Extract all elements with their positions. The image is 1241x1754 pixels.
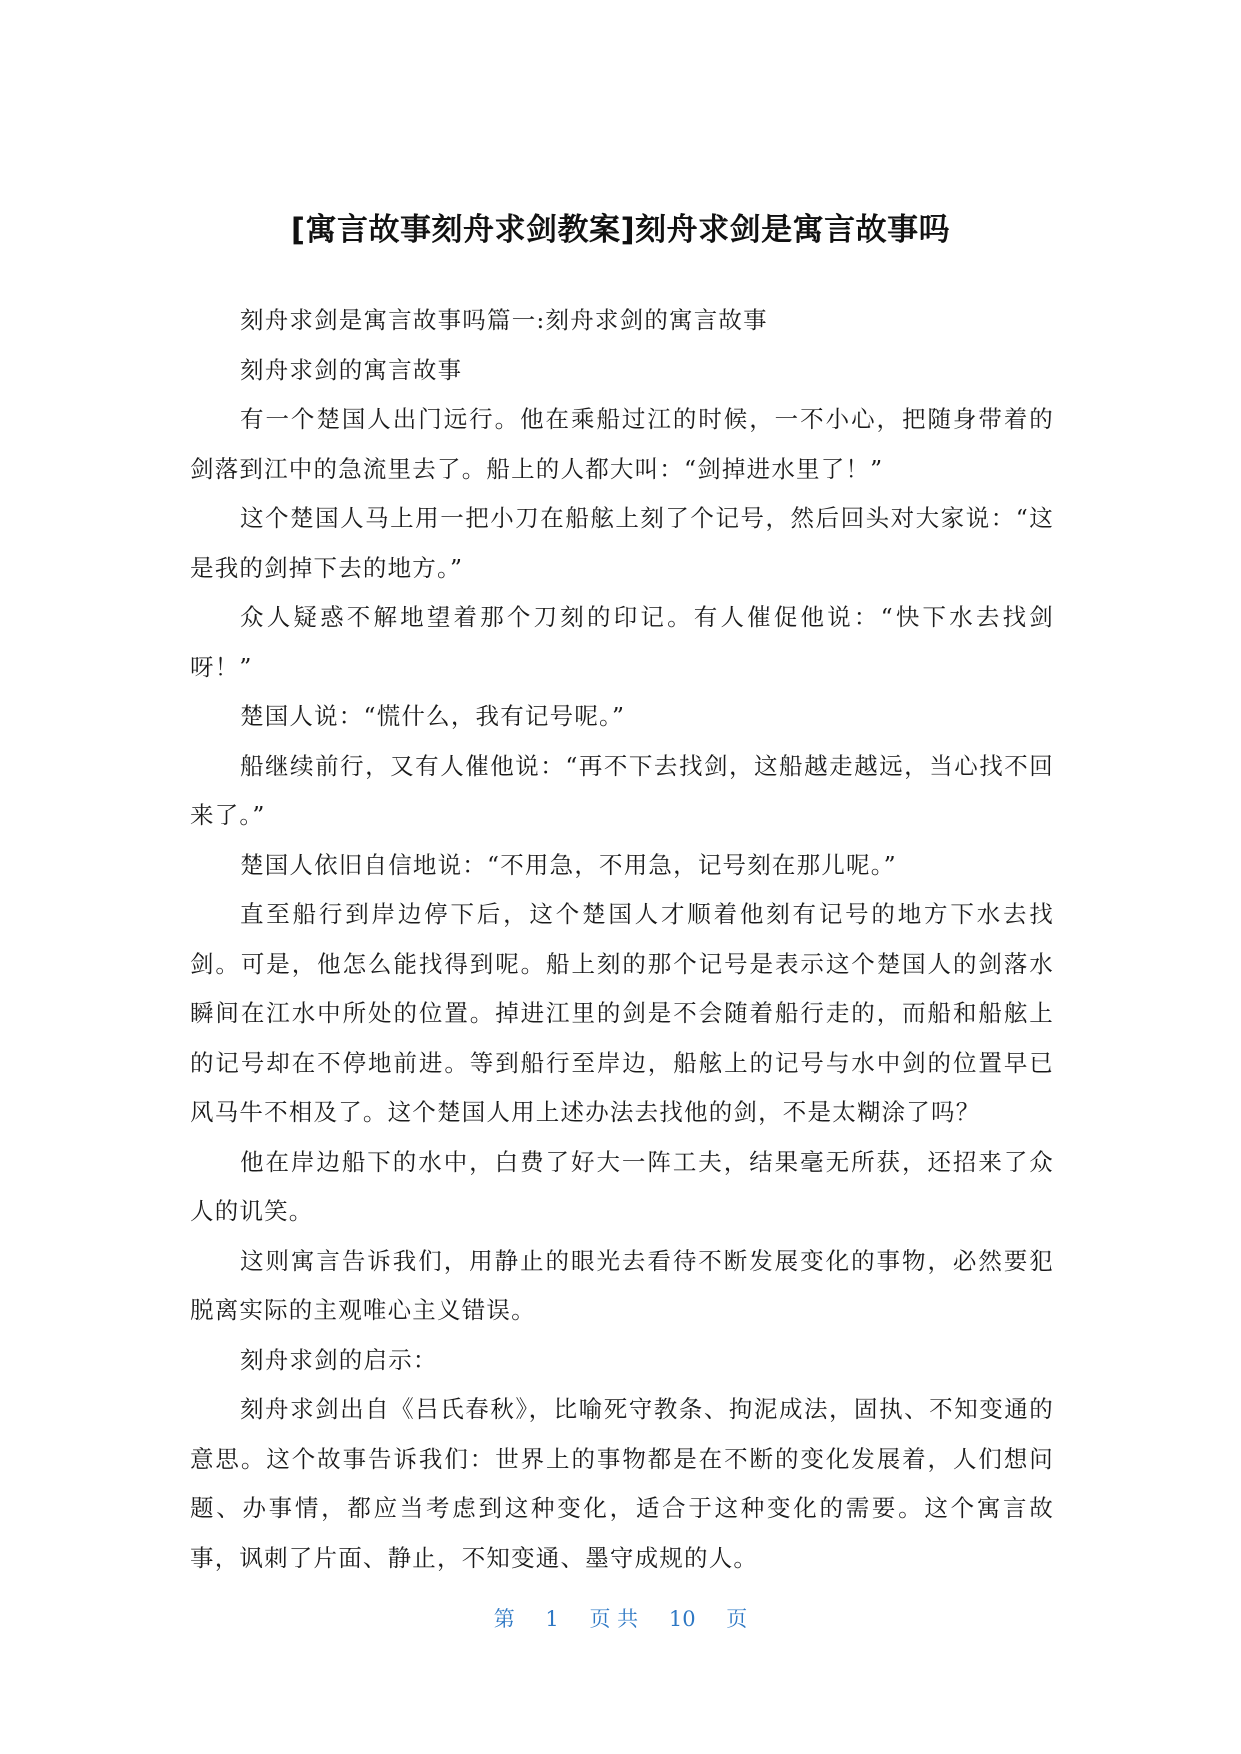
paragraph: 这个楚国人马上用一把小刀在船舷上刻了个记号，然后回头对大家说：“这是我的剑掉下去的地方。” bbox=[190, 504, 1054, 582]
total-page-count: 10 bbox=[668, 1607, 696, 1631]
paragraph-story-title: 刻舟求剑的寓言故事 bbox=[240, 355, 463, 384]
paragraph-section-heading: 刻舟求剑是寓言故事吗篇一:刻舟求剑的寓言故事 bbox=[240, 306, 768, 334]
paragraph-subheading: 刻舟求剑的启示： bbox=[240, 1345, 438, 1374]
paragraph: 刻舟求剑出自《吕氏春秋》，比喻死守教条、拘泥成法，固执、不知变通的意思。这个故事告诉我们：世界上的事物都是在不断的变化发展着，人们想问题、办事情，都应当考虑到这种变化，适合于这种变化的需要。这个寓言故事，讽刺了片面、静止，不知变通、墨守成规的人。 bbox=[190, 1395, 1054, 1572]
document-body bbox=[190, 296, 1054, 1583]
paragraph: 他在岸边船下的水中，白费了好大一阵工夫，结果毫无所获，还招来了众人的讥笑。 bbox=[190, 1147, 1054, 1225]
paragraph: 众人疑惑不解地望着那个刀刻的印记。有人催促他说：“快下水去找剑呀！” bbox=[190, 603, 1054, 681]
paragraph: 楚国人依旧自信地说：“不用急，不用急，记号刻在那儿呢。” bbox=[240, 850, 897, 879]
paragraph: 有一个楚国人出门远行。他在乘船过江的时候，一不小心，把随身带着的剑落到江中的急流里去了。船上的人都大叫：“剑掉进水里了！” bbox=[190, 405, 1054, 483]
current-page-number: 1 bbox=[545, 1607, 559, 1631]
footer-middle: 页 共 bbox=[589, 1607, 639, 1631]
paragraph: 船继续前行，又有人催他说：“再不下去找剑，这船越走越远，当心找不回来了。” bbox=[190, 751, 1054, 829]
document-title: [寓言故事刻舟求剑教案]刻舟求剑是寓言故事吗 bbox=[290, 211, 951, 248]
footer-suffix: 页 bbox=[726, 1607, 748, 1631]
footer-prefix: 第 bbox=[493, 1607, 515, 1631]
page-number-footer bbox=[0, 1604, 1241, 1634]
paragraph: 楚国人说：“慌什么，我有记号呢。” bbox=[240, 702, 626, 730]
paragraph: 直至船行到岸边停下后，这个楚国人才顺着他刻有记号的地方下水去找剑。可是，他怎么能找得到呢。船上刻的那个记号是表示这个楚国人的剑落水瞬间在江水中所处的位置。掉进江里的剑是不会随着船行走的，而船和船舷上的记号却在不停地前进。等到船行至岸边，船舷上的记号与水中剑的位置早已风马牛不相及了。这个楚国人用上述办法去找他的剑，不是太糊涂了吗？ bbox=[190, 900, 1054, 1126]
paragraph: 这则寓言告诉我们，用静止的眼光去看待不断发展变化的事物，必然要犯脱离实际的主观唯心主义错误。 bbox=[190, 1246, 1054, 1324]
